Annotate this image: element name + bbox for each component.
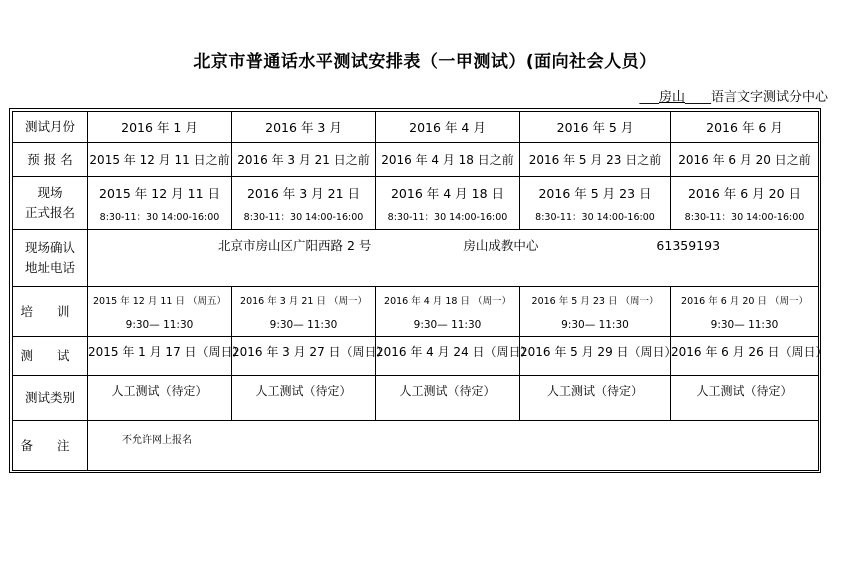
category-cell: 人工测试（待定） [232, 376, 376, 421]
onsite-time: 8:30-11：30 14:00-16:00 [535, 211, 655, 223]
onsite-date: 2016 年 4 月 18 日 [390, 185, 505, 201]
onsite-label-line1: 现场 [37, 185, 63, 200]
issuing-center [560, 86, 828, 105]
pre-register-cell: 2016 年 3 月 21 日之前 [232, 143, 376, 177]
pre-register-cell: 2016 年 5 月 23 日之前 [520, 143, 671, 177]
training-date: 2016 年 5 月 23 日 （周一） [531, 295, 659, 307]
confirm-label-line2: 地址电话 [24, 260, 75, 275]
onsite-cell [520, 177, 671, 230]
month-cell: 2016 年 5 月 [520, 112, 671, 143]
row-label-onsite [13, 177, 88, 230]
test-row [13, 337, 819, 376]
row-label-training: 培 训 [13, 287, 88, 337]
onsite-date: 2016 年 5 月 23 日 [538, 185, 652, 201]
training-row [13, 287, 819, 337]
training-time: 9:30— 11:30 [269, 318, 338, 331]
training-time: 9:30— 11:30 [125, 318, 194, 331]
schedule-table [12, 111, 828, 471]
subtitle-prefix: ___ [639, 90, 659, 105]
month-cell: 2016 年 1 月 [88, 112, 232, 143]
pre-register-row [13, 143, 819, 177]
center-name: 语言文字测试分中心 [710, 90, 828, 105]
category-cell: 人工测试（待定） [520, 376, 671, 421]
training-cell [671, 287, 819, 337]
onsite-date: 2016 年 6 月 20 日 [687, 185, 802, 201]
category-row [13, 376, 819, 421]
pre-register-cell: 2015 年 12 月 11 日之前 [88, 143, 232, 177]
district-name: 房山 [658, 90, 685, 105]
page-title: 北京市普通话水平测试安排表（一甲测试）(面向社会人员） [193, 52, 657, 72]
onsite-time: 8:30-11：30 14:00-16:00 [684, 211, 805, 223]
onsite-time: 8:30-11：30 14:00-16:00 [99, 211, 220, 223]
category-cell: 人工测试（待定） [88, 376, 232, 421]
row-label-confirm [13, 230, 88, 287]
confirm-place: 房山成教中心 [463, 238, 539, 253]
subtitle-blank: ____ [684, 90, 711, 105]
month-cell: 2016 年 6 月 [671, 112, 819, 143]
onsite-cell [376, 177, 520, 230]
test-date-cell: 2016 年 4 月 24 日（周日） [376, 337, 520, 376]
test-date-cell: 2016 年 6 月 26 日（周日） [671, 337, 819, 376]
remarks-cell: 不允许网上报名 [88, 421, 819, 471]
row-label-remarks: 备 注 [13, 421, 88, 471]
training-date: 2015 年 12 月 11 日 （周五） [93, 295, 226, 307]
onsite-date: 2016 年 3 月 21 日 [246, 185, 361, 201]
onsite-cell [88, 177, 232, 230]
onsite-date: 2015 年 12 月 11 日 [99, 185, 220, 201]
confirm-info-cell [88, 230, 819, 287]
pre-register-cell: 2016 年 4 月 18 日之前 [376, 143, 520, 177]
training-cell [88, 287, 232, 337]
onsite-time: 8:30-11：30 14:00-16:00 [387, 211, 508, 223]
confirm-label-line1: 现场确认 [24, 240, 75, 255]
month-cell: 2016 年 3 月 [232, 112, 376, 143]
training-cell [376, 287, 520, 337]
category-cell: 人工测试（待定） [671, 376, 819, 421]
training-date: 2016 年 3 月 21 日 （周一） [240, 295, 367, 307]
row-label-month: 测试月份 [13, 112, 88, 143]
row-label-category: 测试类别 [13, 376, 88, 421]
row-label-pre-register: 预 报 名 [13, 143, 88, 177]
onsite-time: 8:30-11：30 14:00-16:00 [243, 211, 364, 223]
onsite-cell [671, 177, 819, 230]
row-label-test: 测 试 [13, 337, 88, 376]
onsite-register-row [13, 177, 819, 230]
training-time: 9:30— 11:30 [413, 318, 482, 331]
test-date-cell: 2016 年 5 月 29 日（周日） [520, 337, 671, 376]
training-date: 2016 年 6 月 20 日 （周一） [681, 295, 808, 307]
training-time: 9:30— 11:30 [561, 318, 629, 331]
test-date-cell: 2016 年 3 月 27 日（周日） [232, 337, 376, 376]
month-cell: 2016 年 4 月 [376, 112, 520, 143]
training-cell [520, 287, 671, 337]
confirm-row [13, 230, 819, 287]
pre-register-cell: 2016 年 6 月 20 日之前 [671, 143, 819, 177]
test-date-cell: 2015 年 1 月 17 日（周日） [88, 337, 232, 376]
onsite-label-line2: 正式报名 [24, 205, 75, 220]
training-date: 2016 年 4 月 18 日 （周一） [384, 295, 511, 307]
training-time: 9:30— 11:30 [710, 318, 779, 331]
remarks-row [13, 421, 819, 471]
onsite-cell [232, 177, 376, 230]
category-cell: 人工测试（待定） [376, 376, 520, 421]
month-row [13, 112, 819, 143]
training-cell [232, 287, 376, 337]
confirm-phone: 61359193 [656, 238, 721, 253]
confirm-address: 北京市房山区广阳西路 2 号 [218, 238, 372, 253]
